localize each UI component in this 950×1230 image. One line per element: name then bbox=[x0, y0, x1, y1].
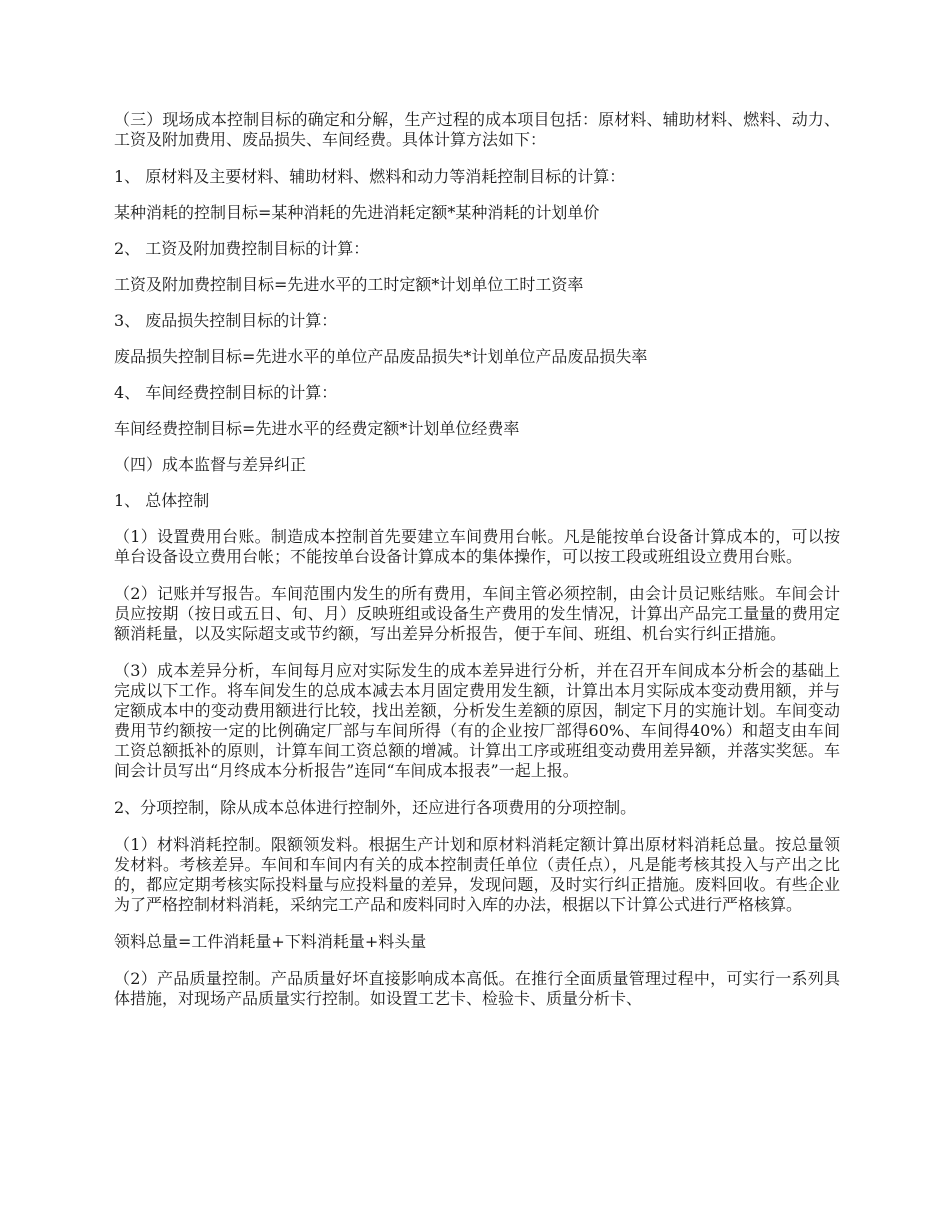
document-page bbox=[114, 110, 840, 1009]
itemized-control-heading: 2、分项控制，除从成本总体进行控制外，还应进行各项费用的分项控制。 bbox=[114, 798, 637, 817]
item-2-heading: 2、 工资及附加费控制目标的计算： bbox=[114, 239, 370, 258]
section-4-heading: （四）成本监督与差异纠正 bbox=[114, 455, 307, 474]
item-4-heading: 4、 车间经费控制目标的计算： bbox=[114, 383, 338, 402]
paragraph-variance-analysis: （3）成本差异分析，车间每月应对实际发生的成本差异进行分析，并在召开车间成本分析会的基础上完成以下工作。将车间发生的总成本减去本月固定费用发生额，计算出本月实际成本变动费用额，并与定额成本中的变动费用额进行比较，找出差额，分析发生差额的原因，制定下月的实施计划。车间变动费用节约额按一定的比例确定厂部与车间所得（有的企业按厂部得60%、车间得40%）和超支由车间工资总额抵补的原则，计算车间工资总额的增减。计算出工序或班组变动费用差异额，并落实奖惩。车间会计员写出“月终成本分析报告”连同“车间成本报表”一起上报。 bbox=[114, 661, 840, 780]
overall-control-heading: 1、 总体控制 bbox=[114, 491, 210, 510]
item-3-heading: 3、 废品损失控制目标的计算： bbox=[114, 311, 338, 330]
section-3-intro: （三）现场成本控制目标的确定和分解，生产过程的成本项目包括：原材料、辅助材料、燃料、动力、工资及附加费用、废品损失、车间经费。具体计算方法如下： bbox=[114, 110, 840, 149]
paragraph-report: （2）记账并写报告。车间范围内发生的所有费用，车间主管必须控制，由会计员记账结账。车间会计员应按期（按日或五日、旬、月）反映班组或设备生产费用的发生情况，计算出产品完工量量的费用定额消耗量，以及实际超支或节约额，写出差异分析报告，便于车间、班组、机台实行纠正措施。 bbox=[114, 584, 840, 643]
formula-3: 废品损失控制目标=先进水平的单位产品废品损失*计划单位产品废品损失率 bbox=[114, 347, 648, 366]
paragraph-quality-control: （2）产品质量控制。产品质量好坏直接影响成本高低。在推行全面质量管理过程中，可实行一系列具体措施，对现场产品质量实行控制。如设置工艺卡、检验卡、质量分析卡、 bbox=[114, 969, 840, 1008]
formula-4: 车间经费控制目标=先进水平的经费定额*计划单位经费率 bbox=[114, 419, 520, 438]
formula-2: 工资及附加费控制目标=先进水平的工时定额*计划单位工时工资率 bbox=[114, 275, 584, 294]
paragraph-material-control: （1）材料消耗控制。限额领发料。根据生产计划和原材料消耗定额计算出原材料消耗总量。按总量领发材料。考核差异。车间和车间内有关的成本控制责任单位（责任点），凡是能考核其投入与产出之比的，都应定期考核实际投料量与应投料量的差异，发现问题，及时实行纠正措施。废料回收。有些企业为了严格控制材料消耗，采纳完工产品和废料同时入库的办法，根据以下计算公式进行严格核算。 bbox=[114, 835, 840, 914]
formula-material-total: 领料总量=工件消耗量+下料消耗量+料头量 bbox=[114, 932, 427, 951]
item-1-heading: 1、 原材料及主要材料、辅助材料、燃料和动力等消耗控制目标的计算： bbox=[114, 167, 626, 186]
paragraph-ledger: （1）设置费用台账。制造成本控制首先要建立车间费用台帐。凡是能按单台设备计算成本的，可以按单台设备设立费用台帐；不能按单台设备计算成本的集体操作，可以按工段或班组设立费用台账。 bbox=[114, 527, 840, 566]
formula-1: 某种消耗的控制目标=某种消耗的先进消耗定额*某种消耗的计划单价 bbox=[114, 203, 600, 222]
